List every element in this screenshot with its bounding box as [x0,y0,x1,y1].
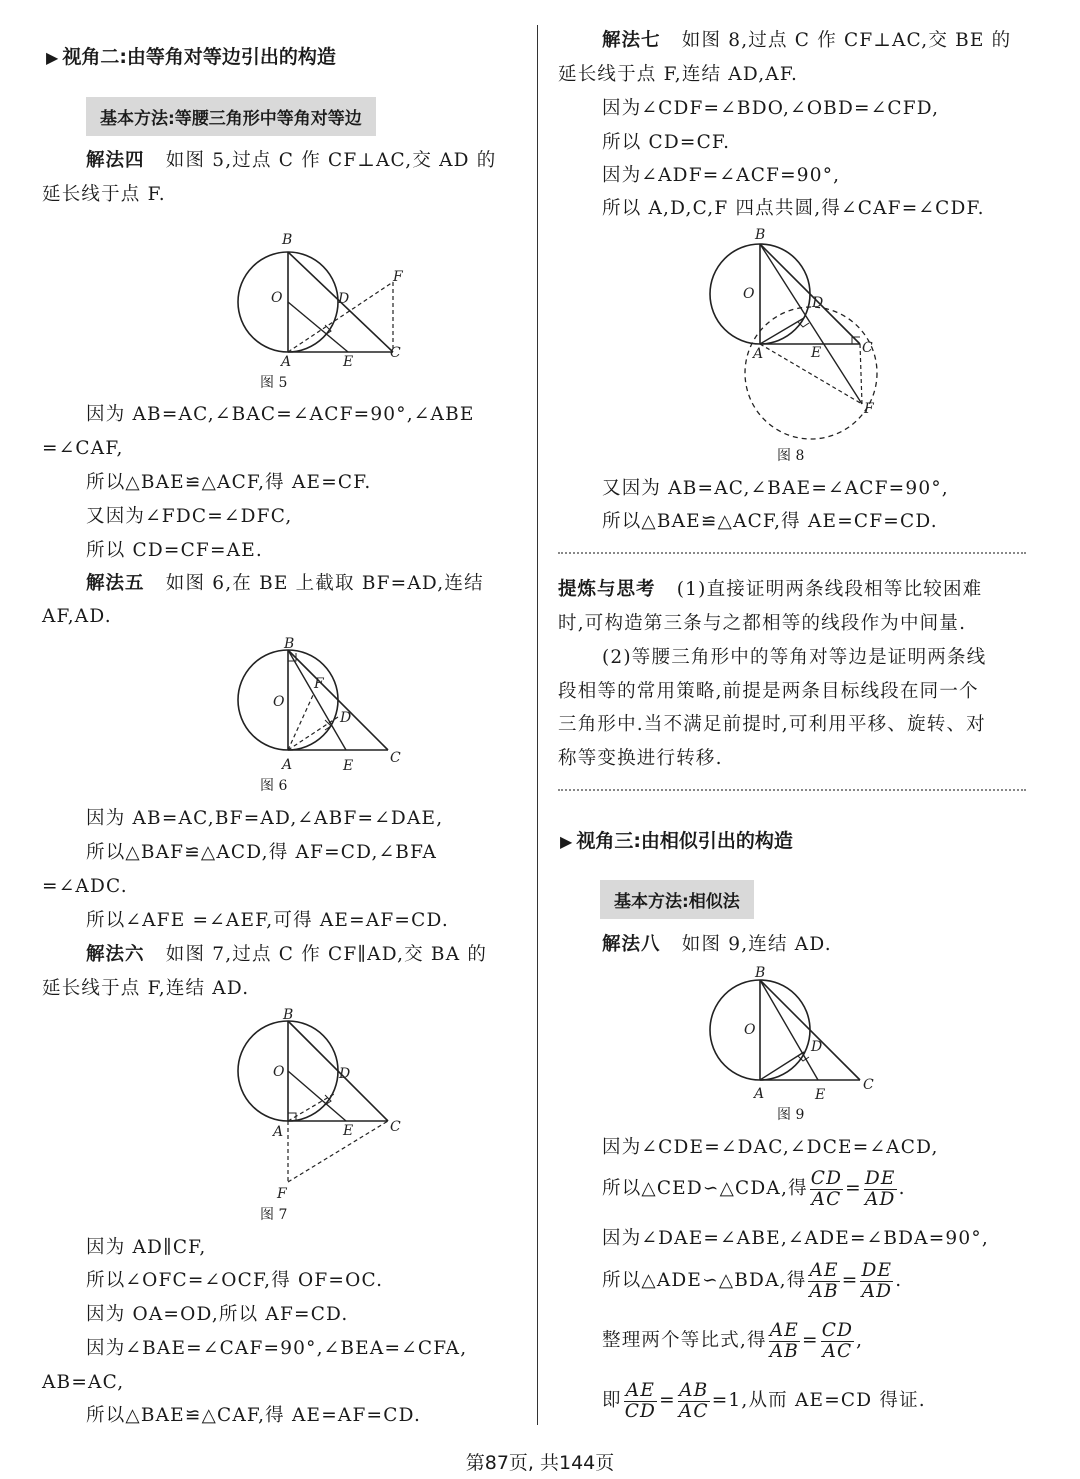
fig7-label-d: D [339,1066,351,1082]
m4-proof-1: 因为 AB=AC,∠BAC=∠ACF=90°,∠ABE [86,404,475,425]
fig5-label-d: D [338,291,350,307]
m4-proof-5: 所以 CD=CF=AE. [86,540,264,561]
reflect-line6: 称等变换进行转移. [558,748,723,769]
method-8-line1: 解法八 如图 9,连结 AD. [602,934,832,955]
frac-cd-ac: $\frac{CD}{AC}$ [810,1167,843,1210]
m8-proof-3: 因为∠DAE=∠ABE,∠ADE=∠BDA=90°, [602,1228,989,1249]
reflect-line2: 时,可构造第三条与之都相等的线段作为中间量. [558,613,967,634]
fig8-line-bf [760,244,862,404]
fig7-label-f: F [277,1186,287,1202]
reflect-line3: (2)等腰三角形中的等角对等边是证明两条线 [602,647,987,668]
fig5-label-o: O [271,290,283,306]
m5-proof-2: 所以△BAF≌△ACD,得 AF=CD,∠BFA [86,842,438,863]
fig7-label-b: B [283,1007,294,1023]
fig9-label-d: D [811,1039,823,1055]
fig5-label-b: B [282,232,293,248]
fig7-line-ad [288,1094,334,1121]
m6-proof-1: 因为 AD∥CF, [86,1237,207,1258]
frac-cd-ac-2: $\frac{CD}{AC}$ [821,1319,854,1362]
m8-proof-2: 所以△CED∽△CDA,得 $\frac{CD}{AC}$ = $\frac{DE}{AD}$ . [602,1167,906,1210]
dotted-divider-bottom [558,789,1026,791]
fig8-label-o: O [743,286,755,302]
fig6-label-e: E [343,758,354,774]
fig9-line-ad [760,1052,804,1080]
method-7-line1: 解法七 如图 8,过点 C 作 CF⊥AC,交 BE 的 [602,30,1012,51]
fig8-line-ad [760,318,804,344]
m7-proof-3: 因为∠ADF=∠ACF=90°, [602,165,841,186]
fig7-caption: 图 7 [260,1207,288,1223]
m4-proof-3: 所以△BAE≌△ACF,得 AE=CF. [86,472,372,493]
fig5-label-c: C [390,345,401,361]
fig8-caption: 图 8 [777,448,805,464]
method-5-line2: AF,AD. [42,606,112,627]
fig5-label-f: F [393,269,403,285]
method-box-similar: 基本方法:相似法 [600,880,754,919]
m4-proof-4: 又因为∠FDC=∠DFC, [86,506,293,527]
frac-ab-ac: $\frac{AB}{AC}$ [678,1379,709,1422]
fig8-label-d: D [812,295,824,311]
method-4-line1: 解法四 如图 5,过点 C 作 CF⊥AC,交 AD 的 [86,150,497,171]
m5-proof-1: 因为 AB=AC,BF=AD,∠ABF=∠DAE, [86,808,444,829]
method-5-line1: 解法五 如图 6,在 BE 上截取 BF=AD,连结 [86,573,484,594]
frac-ae-cd: $\frac{AE}{CD}$ [624,1379,657,1422]
m5-proof-4: 所以∠AFE =∠AEF,可得 AE=AF=CD. [86,910,449,931]
fig9-label-e: E [815,1087,826,1103]
method-4-line2: 延长线于点 F. [42,184,166,205]
fig7-label-o: O [273,1064,285,1080]
m7-proof-1: 因为∠CDF=∠BDO,∠OBD=∠CFD, [602,98,940,119]
fig6-caption: 图 6 [260,778,288,794]
fig5-line-oe [288,302,348,352]
method-box-isosceles: 基本方法:等腰三角形中等角对等边 [86,97,376,136]
fig8-line-bc [760,244,860,344]
m7-proof-5: 又因为 AB=AC,∠BAE=∠ACF=90°, [602,478,949,499]
dotted-divider-top [558,552,1026,554]
method-6-line1: 解法六 如图 7,过点 C 作 CF∥AD,交 BA 的 [86,944,488,965]
fig8-label-c: C [862,340,873,356]
fig5-label-e: E [343,354,354,370]
reflect-line4: 段相等的常用策略,前提是两条目标线段在同一个 [558,681,979,702]
fig8-label-f: F [864,401,874,417]
fig9-label-a: A [754,1086,765,1102]
reflect-line1: 提炼与思考 (1)直接证明两条线段相等比较困难 [558,579,983,600]
fig8-dashed-circle [745,307,877,439]
fig6-label-f: F [314,676,324,692]
frac-de-ad: $\frac{DE}{AD}$ [864,1167,896,1210]
fig7-line-bc [288,1021,388,1121]
frac-ae-ab-2: $\frac{AE}{AB}$ [769,1319,800,1362]
frac-ae-ab: $\frac{AE}{AB}$ [809,1259,839,1302]
method-7-line2: 延长线于点 F,连结 AD,AF. [558,64,799,85]
fig7-label-c: C [390,1119,401,1135]
fig6-label-o: O [273,694,285,710]
section-title-2: ▶ 视角二:由等角对等边引出的构造 [46,46,336,68]
m6-proof-6: 所以△BAE≌△CAF,得 AE=AF=CD. [86,1405,422,1426]
fig7-line-cf [288,1121,388,1182]
m6-proof-5: AB=AC, [42,1372,125,1393]
fig8-label-a: A [753,346,764,362]
m6-proof-3: 因为 OA=OD,所以 AF=CD. [86,1304,349,1325]
fig9-label-c: C [863,1077,874,1093]
section-title-3: ▶ 视角三:由相似引出的构造 [560,830,793,852]
m8-proof-4: 所以△ADE∽△BDA,得 $\frac{AE}{AB}$ = $\frac{DE}{AD}$ . [602,1259,903,1302]
m5-proof-3: =∠ADC. [42,876,128,897]
m7-proof-2: 所以 CD=CF. [602,132,731,153]
m7-proof-4: 所以 A,D,C,F 四点共圆,得∠CAF=∠CDF. [602,198,985,219]
fig9-caption: 图 9 [777,1107,805,1123]
method-6-line2: 延长线于点 F,连结 AD. [42,978,250,999]
m7-proof-6: 所以△BAE≌△ACF,得 AE=CF=CD. [602,511,938,532]
fig8-label-b: B [755,227,766,243]
fig7-label-a: A [273,1124,284,1140]
fig5-label-a: A [281,354,292,370]
page-footer: 第87页, 共144页 [465,1452,615,1474]
fig6-label-c: C [390,750,401,766]
fig6-line-ad [288,717,338,750]
m8-proof-1: 因为∠CDE=∠DAC,∠DCE=∠ACD, [602,1137,939,1158]
frac-de-ad-2: $\frac{DE}{AD}$ [861,1259,893,1302]
reflect-line5: 三角形中.当不满足前提时,可利用平移、旋转、对 [558,714,986,735]
m6-proof-4: 因为∠BAE=∠CAF=90°,∠BEA=∠CFA, [86,1338,468,1359]
fig6-label-a: A [282,757,293,773]
m4-proof-2: =∠CAF, [42,438,124,459]
m8-proof-6: 即 $\frac{AE}{CD}$ = $\frac{AB}{AC}$ =1,从而 AE=CD 得证. [602,1379,926,1422]
fig6-label-b: B [284,636,295,652]
fig9-label-b: B [755,965,766,981]
m6-proof-2: 所以∠OFC=∠OCF,得 OF=OC. [86,1270,384,1291]
column-divider [537,25,538,1425]
m8-proof-5: 整理两个等比式,得 $\frac{AE}{AB}$ = $\frac{CD}{AC}$ , [602,1319,864,1362]
fig5-caption: 图 5 [260,375,288,391]
fig7-label-e: E [343,1123,354,1139]
fig9-label-o: O [744,1022,756,1038]
fig6-label-d: D [340,710,352,726]
fig8-label-e: E [811,345,822,361]
